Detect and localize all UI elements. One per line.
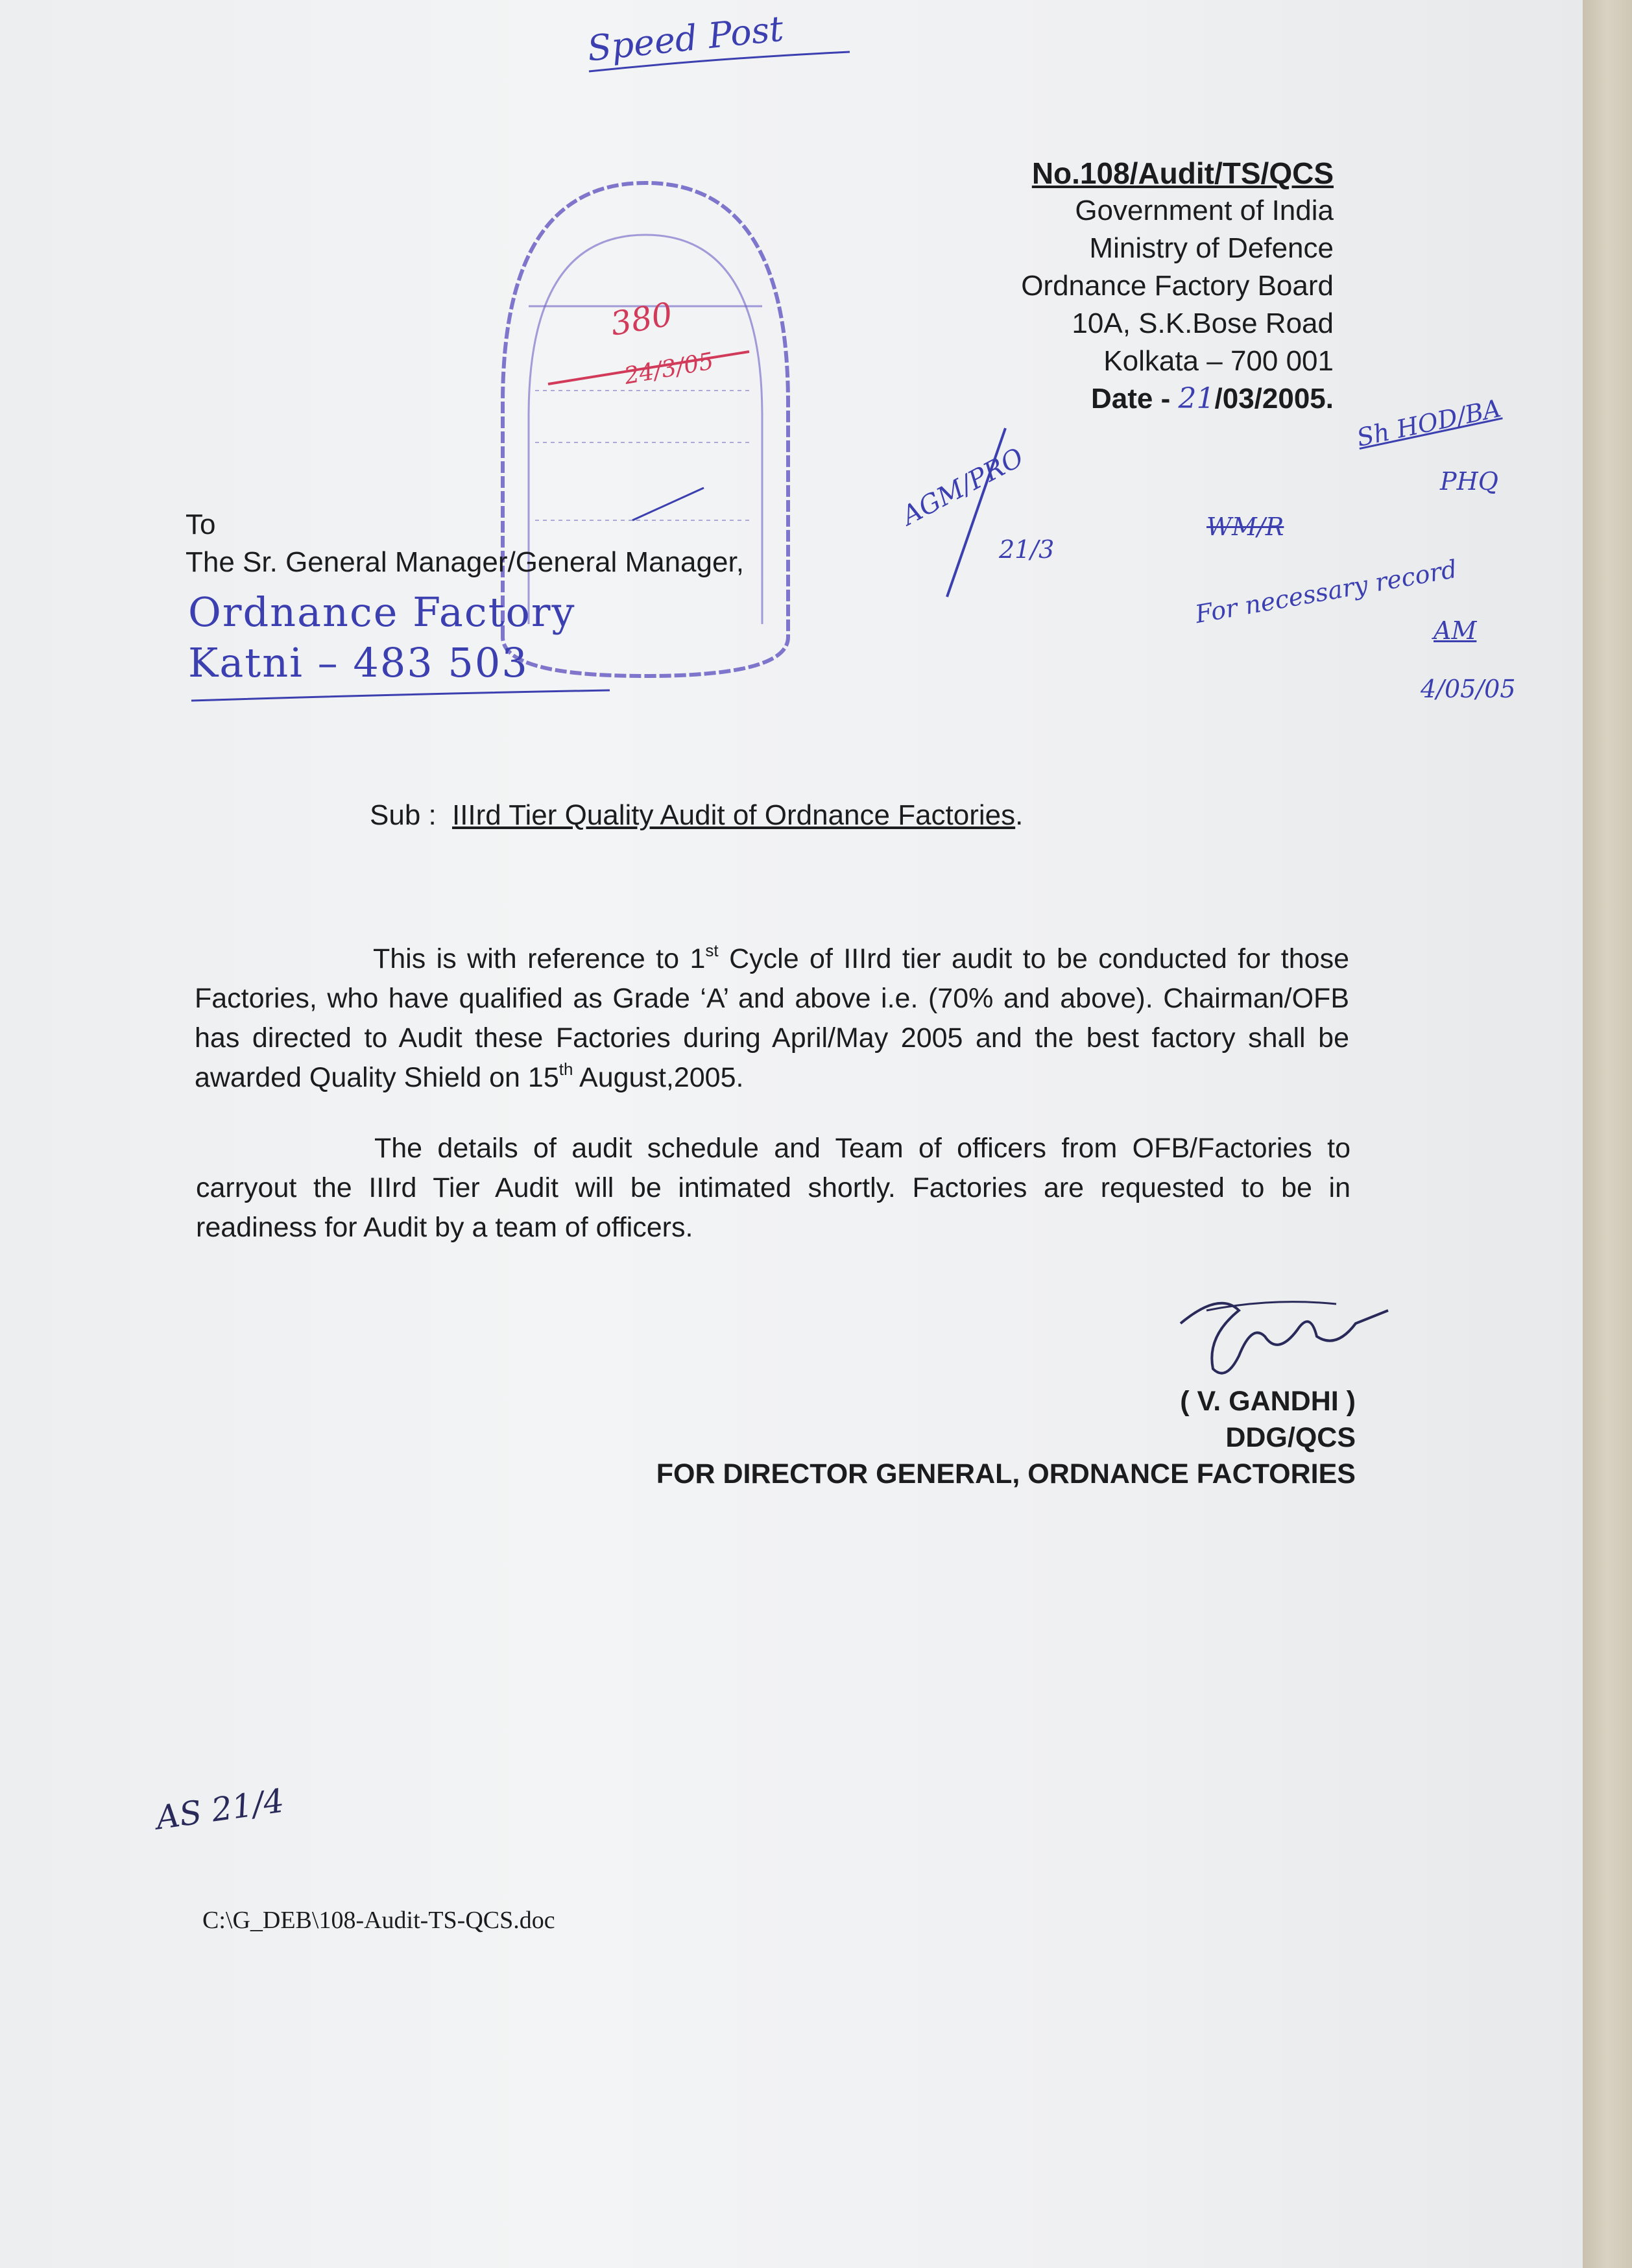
signatory-for-line: FOR DIRECTOR GENERAL, ORDNANCE FACTORIES <box>656 1458 1356 1490</box>
subject-text: IIIrd Tier Quality Audit of Ordnance Factories <box>451 799 1016 831</box>
subject-label: Sub : <box>370 799 437 831</box>
speed-post-text: Speed Post <box>585 8 786 69</box>
stamp-number: 380 <box>608 295 676 343</box>
body-paragraph-2: The details of audit schedule and Team of officers from OFB/Factories to carryout the IIIrd Tier Audit will be intimated shortly. Factories are requested to be in readiness for Audit by a team of officers. <box>196 1133 1350 1243</box>
p1-sup-th: th <box>558 1059 573 1079</box>
note-agm-pro: AGM/PRO <box>897 442 1029 531</box>
letterhead-ministry: Ministry of Defence <box>1089 232 1334 264</box>
to-label: To <box>186 509 216 540</box>
signatory-name: ( V. GANDHI ) <box>1180 1386 1356 1417</box>
letterhead-city: Kolkata – 700 001 <box>1103 345 1334 377</box>
reference-number: No.108/Audit/TS/QCS <box>1031 156 1334 190</box>
subject-line <box>370 799 1023 832</box>
note-wm-r: WM/R <box>1206 513 1284 541</box>
speed-post-underline <box>584 45 856 84</box>
addressee-handwritten <box>188 587 576 688</box>
note-right-date: 4/05/05 <box>1421 675 1516 703</box>
addressee-title: The Sr. General Manager/General Manager, <box>186 546 744 578</box>
body-paragraph-1 <box>195 939 1349 1098</box>
letterhead-board: Ordnance Factory Board <box>1021 270 1334 302</box>
note-am: AM <box>1434 616 1477 645</box>
stamp-date: 24/3/05 <box>622 348 716 390</box>
marginal-notes-right <box>1194 389 1557 727</box>
note-phq: PHQ <box>1440 467 1498 496</box>
paper-edge <box>1583 0 1632 2268</box>
note-left-date: 21/3 <box>999 535 1055 564</box>
p1-part-b: Cycle of IIIrd tier audit to be conducted for those Factories, who have qualified as Grade ‘A’ and above i.e. (70% and above). Chairman/OFB has directed to Audit these Factories during April/May 2005 and the best factory shall be awarded Quality Shield on 15 <box>195 943 1349 1093</box>
p1-sup-st: st <box>705 941 719 960</box>
letterhead-street: 10A, S.K.Bose Road <box>1072 308 1334 339</box>
signature-block <box>656 1383 1356 1492</box>
file-path: C:\G_DEB\108-Audit-TS-QCS.doc <box>202 1907 555 1934</box>
date-rest: /03/2005. <box>1214 383 1334 415</box>
addressee-factory: Ordnance Factory <box>188 588 576 636</box>
subject-end: . <box>1015 799 1024 831</box>
initials-note: AS 21/4 <box>153 1781 287 1837</box>
signature-scribble <box>1168 1285 1401 1388</box>
addressee-underline <box>188 688 616 707</box>
marginal-notes-left <box>895 415 1116 610</box>
p1-part-c: August,2005. <box>573 1062 744 1093</box>
letterhead <box>1021 154 1334 418</box>
date-day-handwritten: 21 <box>1178 382 1215 415</box>
signatory-designation: DDG/QCS <box>1225 1422 1356 1453</box>
date-prefix: Date - <box>1091 383 1171 415</box>
note-hod-ba: Sh HOD/BA <box>1354 394 1504 452</box>
note-necessary-record: For necessary record <box>1193 554 1459 629</box>
addressee-city: Katni – 483 503 <box>188 639 529 686</box>
addressee-block <box>186 506 744 581</box>
p1-part-a: This is with reference to 1 <box>373 943 706 974</box>
letterhead-government: Government of India <box>1075 195 1334 226</box>
